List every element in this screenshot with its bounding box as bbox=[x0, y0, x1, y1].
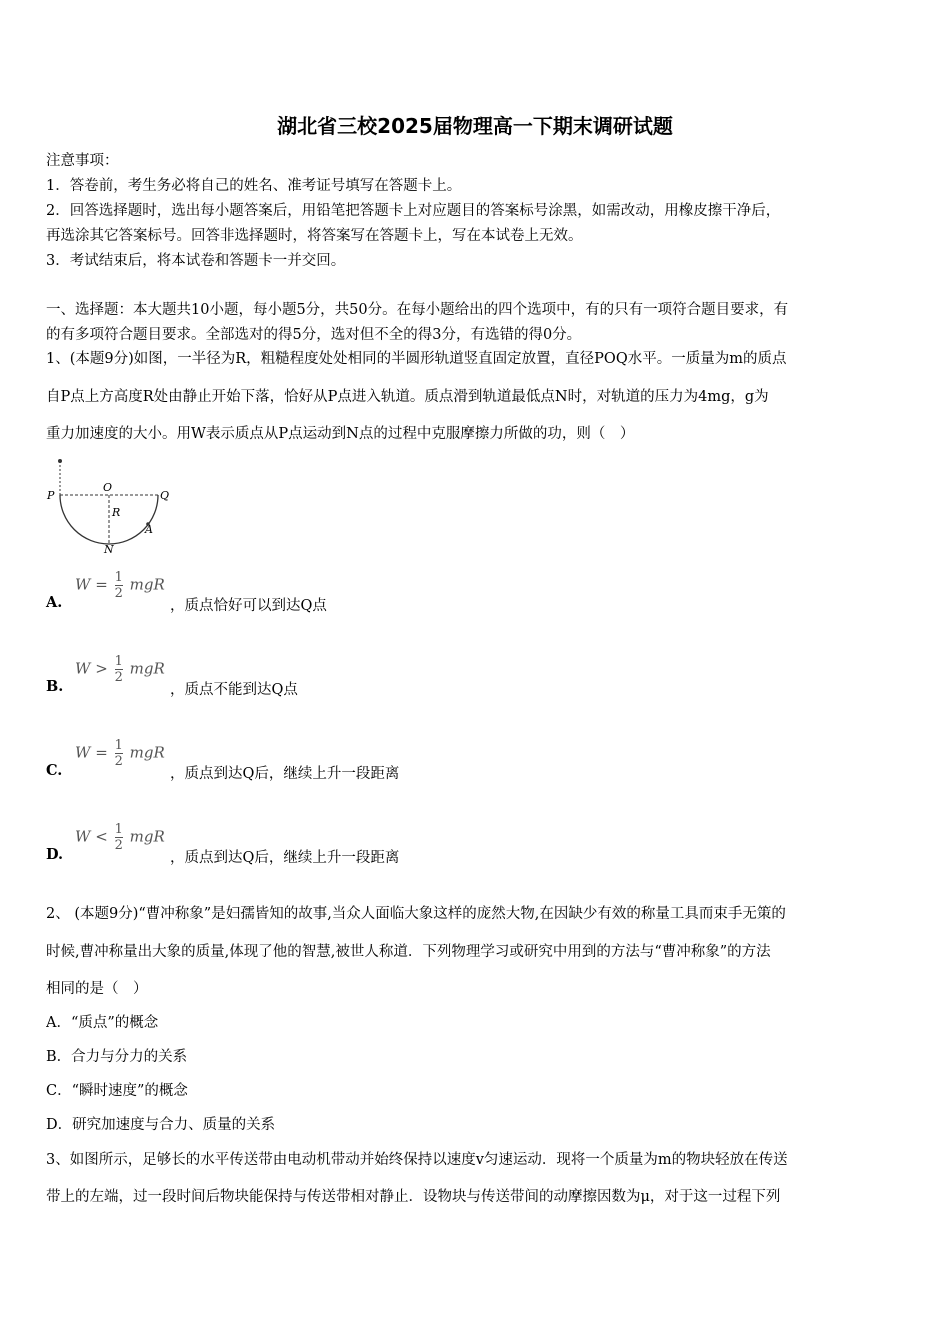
formula-rhs: mgR bbox=[129, 575, 165, 594]
q2-stem: 相同的是（ ） bbox=[46, 981, 148, 997]
label-o: O bbox=[103, 481, 113, 494]
option-formula bbox=[75, 738, 165, 769]
section-intro: 一、选择题：本大题共10小题，每小题5分，共50分。在每小题给出的四个选项中，有的只有一项符合题目要求，有 bbox=[46, 302, 789, 318]
q2-option: C．“瞬时速度”的概念 bbox=[46, 1083, 188, 1099]
formula-rhs: mgR bbox=[129, 827, 165, 846]
formula-op: = bbox=[95, 575, 108, 594]
formula-op: > bbox=[95, 659, 108, 678]
exam-title: 湖北省三校2025届物理高一下期末调研试题 bbox=[277, 114, 673, 138]
fraction-numerator: 1 bbox=[114, 570, 123, 585]
section-intro: 的有多项符合题目要求。全部选对的得5分，选对但不全的得3分，有选错的得0分。 bbox=[46, 327, 582, 343]
formula-op: = bbox=[95, 743, 108, 762]
q3-stem: 3、如图所示，足够长的水平传送带由电动机带动并始终保持以速度v匀速运动．现将一个质量为m的物块轻放在传送 bbox=[46, 1152, 788, 1168]
option-formula bbox=[75, 570, 165, 601]
fraction bbox=[115, 570, 123, 601]
label-r: R bbox=[112, 506, 121, 519]
q2-option: A．“质点”的概念 bbox=[46, 1015, 159, 1031]
option-text: ，质点恰好可以到达Q点 bbox=[170, 598, 327, 614]
option-label: D. bbox=[46, 846, 64, 863]
q2-stem: 时候,曹冲称量出大象的质量,体现了他的智慧,被世人称道．下列物理学习或研究中用到的方法与“曹冲称象”的方法 bbox=[46, 944, 771, 960]
q1-semicircle-figure bbox=[44, 455, 184, 555]
formula-rhs: mgR bbox=[129, 743, 165, 762]
fraction-denominator: 2 bbox=[114, 754, 123, 769]
q3-stem: 带上的左端，过一段时间后物块能保持与传送带相对静止．设物块与传送带间的动摩擦因数为μ，对于这一过程下列 bbox=[46, 1189, 781, 1205]
label-q: Q bbox=[160, 489, 170, 502]
formula-rhs: mgR bbox=[129, 659, 165, 678]
q2-stem: 2、 (本题9分)“曹冲称象”是妇孺皆知的故事,当众人面临大象这样的庞然大物,在因缺少有效的称量工具而束手无策的 bbox=[46, 906, 786, 922]
fraction bbox=[115, 822, 123, 853]
fraction-numerator: 1 bbox=[114, 822, 123, 837]
q2-option: B．合力与分力的关系 bbox=[46, 1049, 188, 1065]
fraction bbox=[115, 654, 123, 685]
notice-item: 1．答卷前，考生务必将自己的姓名、准考证号填写在答题卡上。 bbox=[46, 178, 462, 194]
formula-lhs: W bbox=[75, 575, 91, 594]
option-text: ，质点不能到达Q点 bbox=[170, 682, 298, 698]
fraction bbox=[115, 738, 123, 769]
option-formula bbox=[75, 822, 165, 853]
notice-heading: 注意事项： bbox=[46, 153, 119, 169]
formula-lhs: W bbox=[75, 659, 91, 678]
fraction-numerator: 1 bbox=[114, 738, 123, 753]
option-text: ，质点到达Q后，继续上升一段距离 bbox=[170, 766, 400, 782]
label-p: P bbox=[47, 489, 55, 502]
fraction-numerator: 1 bbox=[114, 654, 123, 669]
fraction-denominator: 2 bbox=[114, 586, 123, 601]
fraction-denominator: 2 bbox=[114, 670, 123, 685]
q2-option: D．研究加速度与合力、质量的关系 bbox=[46, 1117, 276, 1133]
formula-lhs: W bbox=[75, 743, 91, 762]
option-label: B. bbox=[46, 678, 64, 695]
label-a: A bbox=[145, 523, 153, 536]
label-n: N bbox=[104, 543, 114, 555]
option-label: A. bbox=[46, 594, 63, 611]
q1-stem: 自P点上方高度R处由静止开始下落，恰好从P点进入轨道。质点滑到轨道最低点N时，对轨道的压力为4mg，g为 bbox=[46, 389, 769, 405]
formula-lhs: W bbox=[75, 827, 91, 846]
notice-item: 再选涂其它答案标号。回答非选择题时，将答案写在答题卡上，写在本试卷上无效。 bbox=[46, 228, 583, 244]
option-formula bbox=[75, 654, 165, 685]
q1-stem: 重力加速度的大小。用W表示质点从P点运动到N点的过程中克服摩擦力所做的功，则（ ） bbox=[46, 426, 635, 442]
option-label: C. bbox=[46, 762, 63, 779]
option-text: ，质点到达Q后，继续上升一段距离 bbox=[170, 850, 400, 866]
formula-op: < bbox=[95, 827, 108, 846]
fraction-denominator: 2 bbox=[114, 838, 123, 853]
q1-stem: 1、(本题9分)如图，一半径为R，粗糙程度处处相同的半圆形轨道竖直固定放置，直径POQ水平。一质量为m的质点 bbox=[46, 351, 787, 367]
notice-item: 2．回答选择题时，选出每小题答案后，用铅笔把答题卡上对应题目的答案标号涂黑，如需改动，用橡皮擦干净后， bbox=[46, 203, 781, 219]
notice-item: 3．考试结束后，将本试卷和答题卡一并交回。 bbox=[46, 253, 346, 269]
